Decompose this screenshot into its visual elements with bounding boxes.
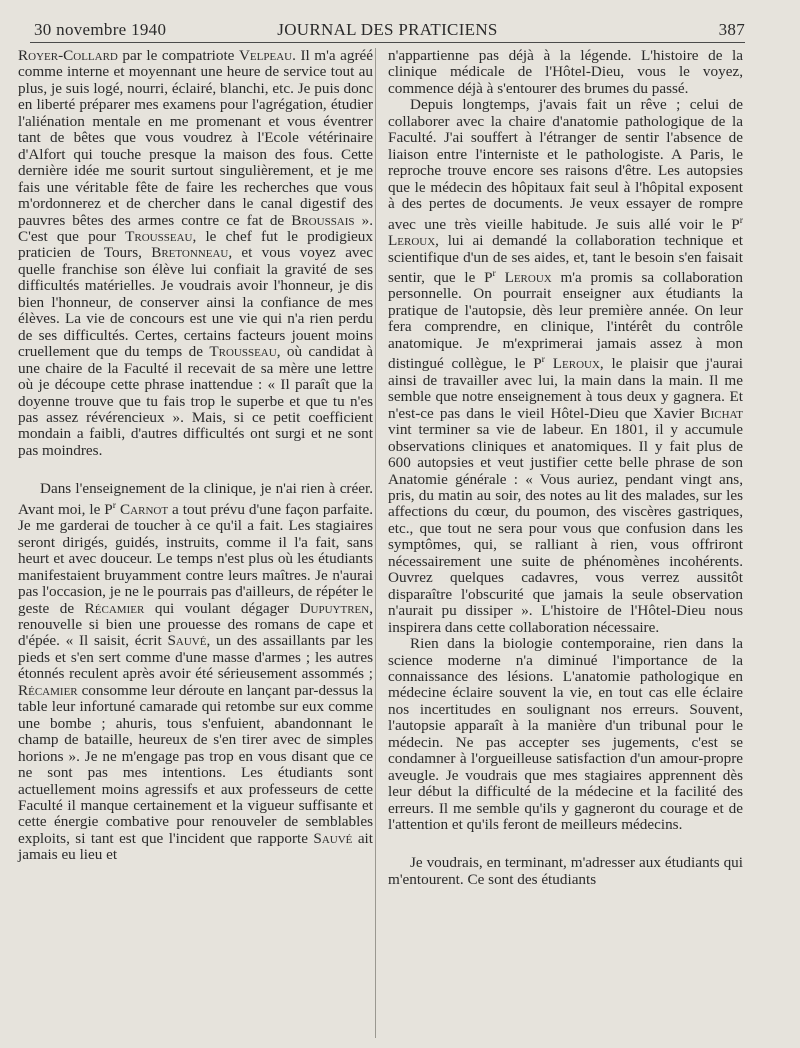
text-run: . Il m'a agréé comme interne et moyennant une heure de service tout au plus, je suis logé, nourri, éclairé, blanchi, etc. Je puis donc en liberté préparer mes examens pour l'agrégation, étudier l'aliénation mentale en me promenant et vous éventrer tant de bêtes que vous voudrez à l'Ecole vétérinaire d'Alfort qui touche presque la maison des fous. Cette dernière idée me sourit surtout singulièrement, et je me fais une véritable fête de faire les recherches que vous m'ordonnerez et de chercher dans le canal digestif des pauvres bêtes des armes contre ce fat de xyxy=(18,47,373,229)
paragraph-gap xyxy=(388,833,743,855)
superscript: r xyxy=(739,214,743,226)
paragraph-left-1 xyxy=(18,48,373,459)
text-run: par le compatriote xyxy=(117,47,239,64)
text-run xyxy=(496,269,505,286)
column-separator xyxy=(375,48,376,1038)
name-smallcaps: Carnot xyxy=(120,500,169,518)
name-smallcaps: Royer-Collard xyxy=(18,47,118,64)
paragraph-right-1 xyxy=(388,48,743,97)
text-run: , et vous voyez avec quelle franchise son élève lui confiait la gravité de ses difficultés matérielles. Je voudrais avoir l'honneur, je dis bien l'honneur, de conserver ainsi la confiance de mes élèves. La vie de concours est une vie qui n'a rien perdu de ses difficultés. Certes, certains facteurs jouent moins cruellement que du temps de xyxy=(18,244,374,361)
superscript: r xyxy=(112,499,117,511)
name-smallcaps: Bichat xyxy=(700,404,743,422)
name-smallcaps: Récamier xyxy=(84,599,145,617)
text-run: Dans l'enseignement de la clinique, je n'ai rien à créer. Avant moi, le P xyxy=(18,480,373,518)
text-run: , un des assaillants par les pieds et s'en sert comme d'une masse d'armes ; les autres étonnés reculent après avoir été sérieusement assommés ; xyxy=(18,632,374,683)
text-run: ». C'est que pour xyxy=(18,211,373,245)
text-run xyxy=(545,355,553,372)
text-run: Depuis longtemps, j'avais fait un rêve ; celui de collaborer avec la chaire d'anatomie pathologique de la Faculté. J'ai souffert à l'étranger de sentir l'absence de liaison entre l'interniste et le pathologiste. A Paris, le reproche trouve encore ses raisons d'être. Les autopsies que le médecin des hôpitaux fait seul à l'hôpital exposent à des pertes de documents. Je veux essayer de rompre avec une très vieille habitude. Je suis allé voir le P xyxy=(388,96,743,233)
name-smallcaps: Broussais xyxy=(291,211,355,229)
name-smallcaps: Dupuytren xyxy=(299,599,370,617)
name-smallcaps: Leroux xyxy=(552,355,600,373)
text-run: vint terminer sa vie de labeur. En 1801, il y accumule observations cliniques et anatomiques. Il y fait plus de 600 autopsies et veut justifier cette belle phrase de son Anatomie générale : « Vous auriez, pendant vingt ans, pris, du matin au soir, des notes au lit des malades, sur les affections du cœur, du poumon, des viscères gastriques, etc., que tout ne sera pour vous que confusion dans les symptômes, qui, se ralliant à rien, vous offriront nécessairement une suite de phénomènes incohérents. Ouvrez quelques cadavres, vous verrez aussitôt disparaître l'obscurité que jamais la seule observation n'aurait pu dissiper ». L'histoire de l'Hôtel-Dieu nous inspirera dans cette collaboration nécessaire. xyxy=(388,421,743,636)
paragraph-right-2 xyxy=(388,97,743,636)
paragraph-right-3 xyxy=(388,636,743,833)
name-smallcaps: Sauvé xyxy=(167,632,207,650)
text-run: m'a promis sa collaboration personnelle. On pourrait enseigner aux étudiants la pratique de l'autopsie, dès leur première année. On leur fera comprendre, en clinique, l'intérêt du contrôle anatomique. Je m'exprimerai jamais assez à mon distingué collègue, le P xyxy=(388,269,743,373)
name-smallcaps: Trousseau xyxy=(209,343,277,361)
right-column xyxy=(388,48,743,888)
paragraph-left-2 xyxy=(18,481,373,863)
paragraph-right-4 xyxy=(388,855,743,888)
journal-title: JOURNAL DES PRATICIENS xyxy=(277,20,498,39)
text-run: Je voudrais, en terminant, m'adresser aux étudiants qui m'entourent. Ce sont des étudiants xyxy=(388,854,743,888)
name-smallcaps: Leroux xyxy=(388,232,436,250)
text-run: , renouvelle si bien une prouesse des romans de cape et d'épée. « Il saisit, écrit xyxy=(18,599,373,650)
text-run: a tout prévu d'une façon parfaite. Je me garderai de toucher à ce qu'il a fait. Les stagiaires seront dirigés, guidés, instruits, comme il l'a fait, sans heurt et avec douceur. Le temps n'est plus où les étudiants manifestaient bruyamment contre leurs maîtres. Je n'aurai pas l'occasion, je ne le pourrais pas d'ailleurs, de répéter le geste de xyxy=(18,500,374,617)
name-smallcaps: Sauvé xyxy=(313,829,353,847)
text-run: n'appartienne pas déjà à la légende. L'histoire de la clinique médicale de l'Hôtel-Dieu, vous le voyez, commence déjà à s'entourer des brumes du passé. xyxy=(388,47,743,97)
superscript: r xyxy=(541,354,545,366)
text-run: , où candidat à une chaire de la Faculté il recevait de sa mère une lettre où je découpe cette phrase inattendue : « Il paraît que la doyenne trouve que tu fais trop le superbe et que tu n'es pas assez révérencieux ». Mais, si ce petit coefficient mondain a faibli, d'autres difficultés ont surgi et ne sont pas moindres. xyxy=(18,343,373,459)
text-run: qui voulant dégager xyxy=(144,599,300,617)
text-run: , lui ai demandé la collaboration technique et scientifique d'un de ses aides, et, tant le besoin s'en faisait sentir, que le P xyxy=(388,232,743,287)
running-header xyxy=(30,16,745,40)
superscript: r xyxy=(492,267,496,279)
name-smallcaps: Trousseau xyxy=(125,227,193,245)
paragraph-gap xyxy=(18,459,373,481)
header-rule xyxy=(30,42,745,43)
page-number: 387 xyxy=(718,20,745,39)
text-run: ait jamais eu lieu et xyxy=(18,829,373,864)
name-smallcaps: Bretonneau xyxy=(151,244,229,262)
text-run: , le chef fut le prodigieux praticien de Tours, xyxy=(18,227,373,262)
text-run: consomme leur déroute en lançant par-dessus la table leur infortuné camarade qui retombe sur eux comme une bombe ; ahuris, tous s'enfuient, abandonnant le champ de bataille, heureux de s'en tirer avec de simples horions ». Je ne m'engage pas trop en vous disant que ce ne sont pas mes intentions. Les étudiants sont actuellement moins agressifs et aux professeurs de cette Faculté il manque certainement et la vigueur suffisante et cette énergie combative pour renouveler de semblables exploits, si tant est que l'incident que rapporte xyxy=(18,681,373,847)
name-smallcaps: Récamier xyxy=(18,681,78,699)
text-run: Rien dans la biologie contemporaine, rien dans la science moderne n'a diminué l'importance de la connaissance des lésions. L'anatomie pathologique en médecine éclaire souvent la vie, en tout cas elle éclaire nos incertitudes en soulignant nos erreurs. Souvent, l'autopsie apparaît à la manière d'un tribunal pour le médecin. Ne pas accepter ses jugements, c'est se condamner à l'orgueilleuse satisfaction d'un amour-propre aveugle. Je voudrais que mes stagiaires apprennent dès leur début la difficulté de la médecine et la facilité des erreurs. Il me semble qu'ils y gagneront du courage et de l'attention et qu'ils feront de meilleurs médecins. xyxy=(388,635,743,834)
issue-date: 30 novembre 1940 xyxy=(34,20,167,39)
text-run: , le plaisir que j'aurai ainsi de travailler avec lui, la main dans la main. Il me semble que notre enseignement à tous deux y gagnera. Et n'est-ce pas dans le vieil Hôtel-Dieu que Xavier xyxy=(388,355,743,422)
name-smallcaps: Leroux xyxy=(504,269,552,287)
name-smallcaps: Velpeau xyxy=(238,47,293,64)
left-column xyxy=(18,48,373,864)
